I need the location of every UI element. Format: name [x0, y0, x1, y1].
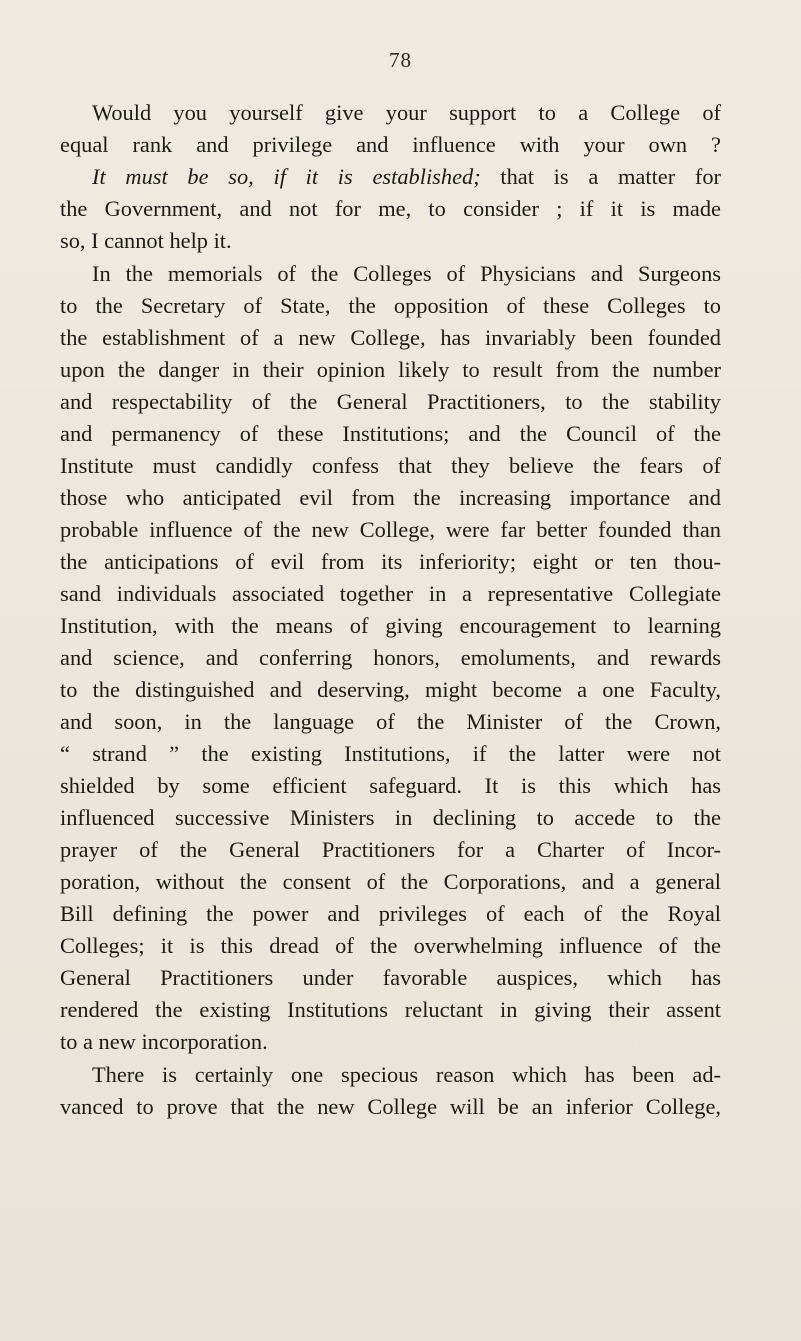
text-line-26: Bill defining the power and privileges of each of the Royal: [60, 901, 721, 926]
text-line-5: so, I cannot help it.: [60, 228, 232, 253]
text-line-28: General Practitioners under favorable auspices, which has: [60, 965, 721, 990]
text-line-19: to the distinguished and deserving, might become a one Faculty,: [60, 677, 721, 702]
text-line-11: and permanency of these Institutions; and the Council of the: [60, 421, 721, 446]
text-line-1: Would you yourself give your support to a College of: [92, 100, 721, 125]
text-line-6: In the memorials of the Colleges of Physicians and Surgeons: [92, 261, 721, 286]
text-line-22: shielded by some efficient safeguard. It is this which has: [60, 773, 721, 798]
text-line-4: the Government, and not for me, to consider ; if it is made: [60, 196, 721, 221]
text-line-23: influenced successive Ministers in declining to accede to the: [60, 805, 721, 830]
text-line-2: equal rank and privilege and influence with your own ?: [60, 132, 721, 157]
text-line-8: the establishment of a new College, has invariably been founded: [60, 325, 721, 350]
text-line-27: Colleges; it is this dread of the overwhelming influence of the: [60, 933, 721, 958]
page-number: 78: [389, 48, 412, 72]
answer-continuation: that is a matter for: [480, 164, 721, 189]
text-line-14: probable influence of the new College, were far better founded than: [60, 517, 721, 542]
text-line-31: There is certainly one specious reason which has been ad-: [92, 1062, 721, 1087]
text-line-9: upon the danger in their opinion likely to result from the number: [60, 357, 721, 382]
text-line-10: and respectability of the General Practitioners, to the stability: [60, 389, 721, 414]
text-line-17: Institution, with the means of giving encouragement to learning: [60, 613, 721, 638]
text-line-21: “ strand ” the existing Institutions, if the latter were not: [60, 741, 721, 766]
text-line-32: vanced to prove that the new College will be an inferior College,: [60, 1094, 721, 1119]
text-line-16: sand individuals associated together in a representative Collegiate: [60, 581, 721, 606]
text-line-7: to the Secretary of State, the opposition of these Colleges to: [60, 293, 721, 318]
text-line-12: Institute must candidly confess that they believe the fears of: [60, 453, 721, 478]
text-line-25: poration, without the consent of the Corporations, and a general: [60, 869, 721, 894]
text-line-24: prayer of the General Practitioners for a Charter of Incor-: [60, 837, 721, 862]
text-line-18: and science, and conferring honors, emoluments, and rewards: [60, 645, 721, 670]
italic-answer-text: It must be so, if it is established;: [92, 164, 481, 189]
text-line-3: [92, 162, 721, 192]
text-line-30: to a new incorporation.: [60, 1029, 268, 1054]
text-line-15: the anticipations of evil from its inferiority; eight or ten thou-: [60, 549, 721, 574]
text-line-13: those who anticipated evil from the increasing importance and: [60, 485, 721, 510]
text-line-29: rendered the existing Institutions reluctant in giving their assent: [60, 997, 721, 1022]
text-line-20: and soon, in the language of the Minister of the Crown,: [60, 709, 721, 734]
